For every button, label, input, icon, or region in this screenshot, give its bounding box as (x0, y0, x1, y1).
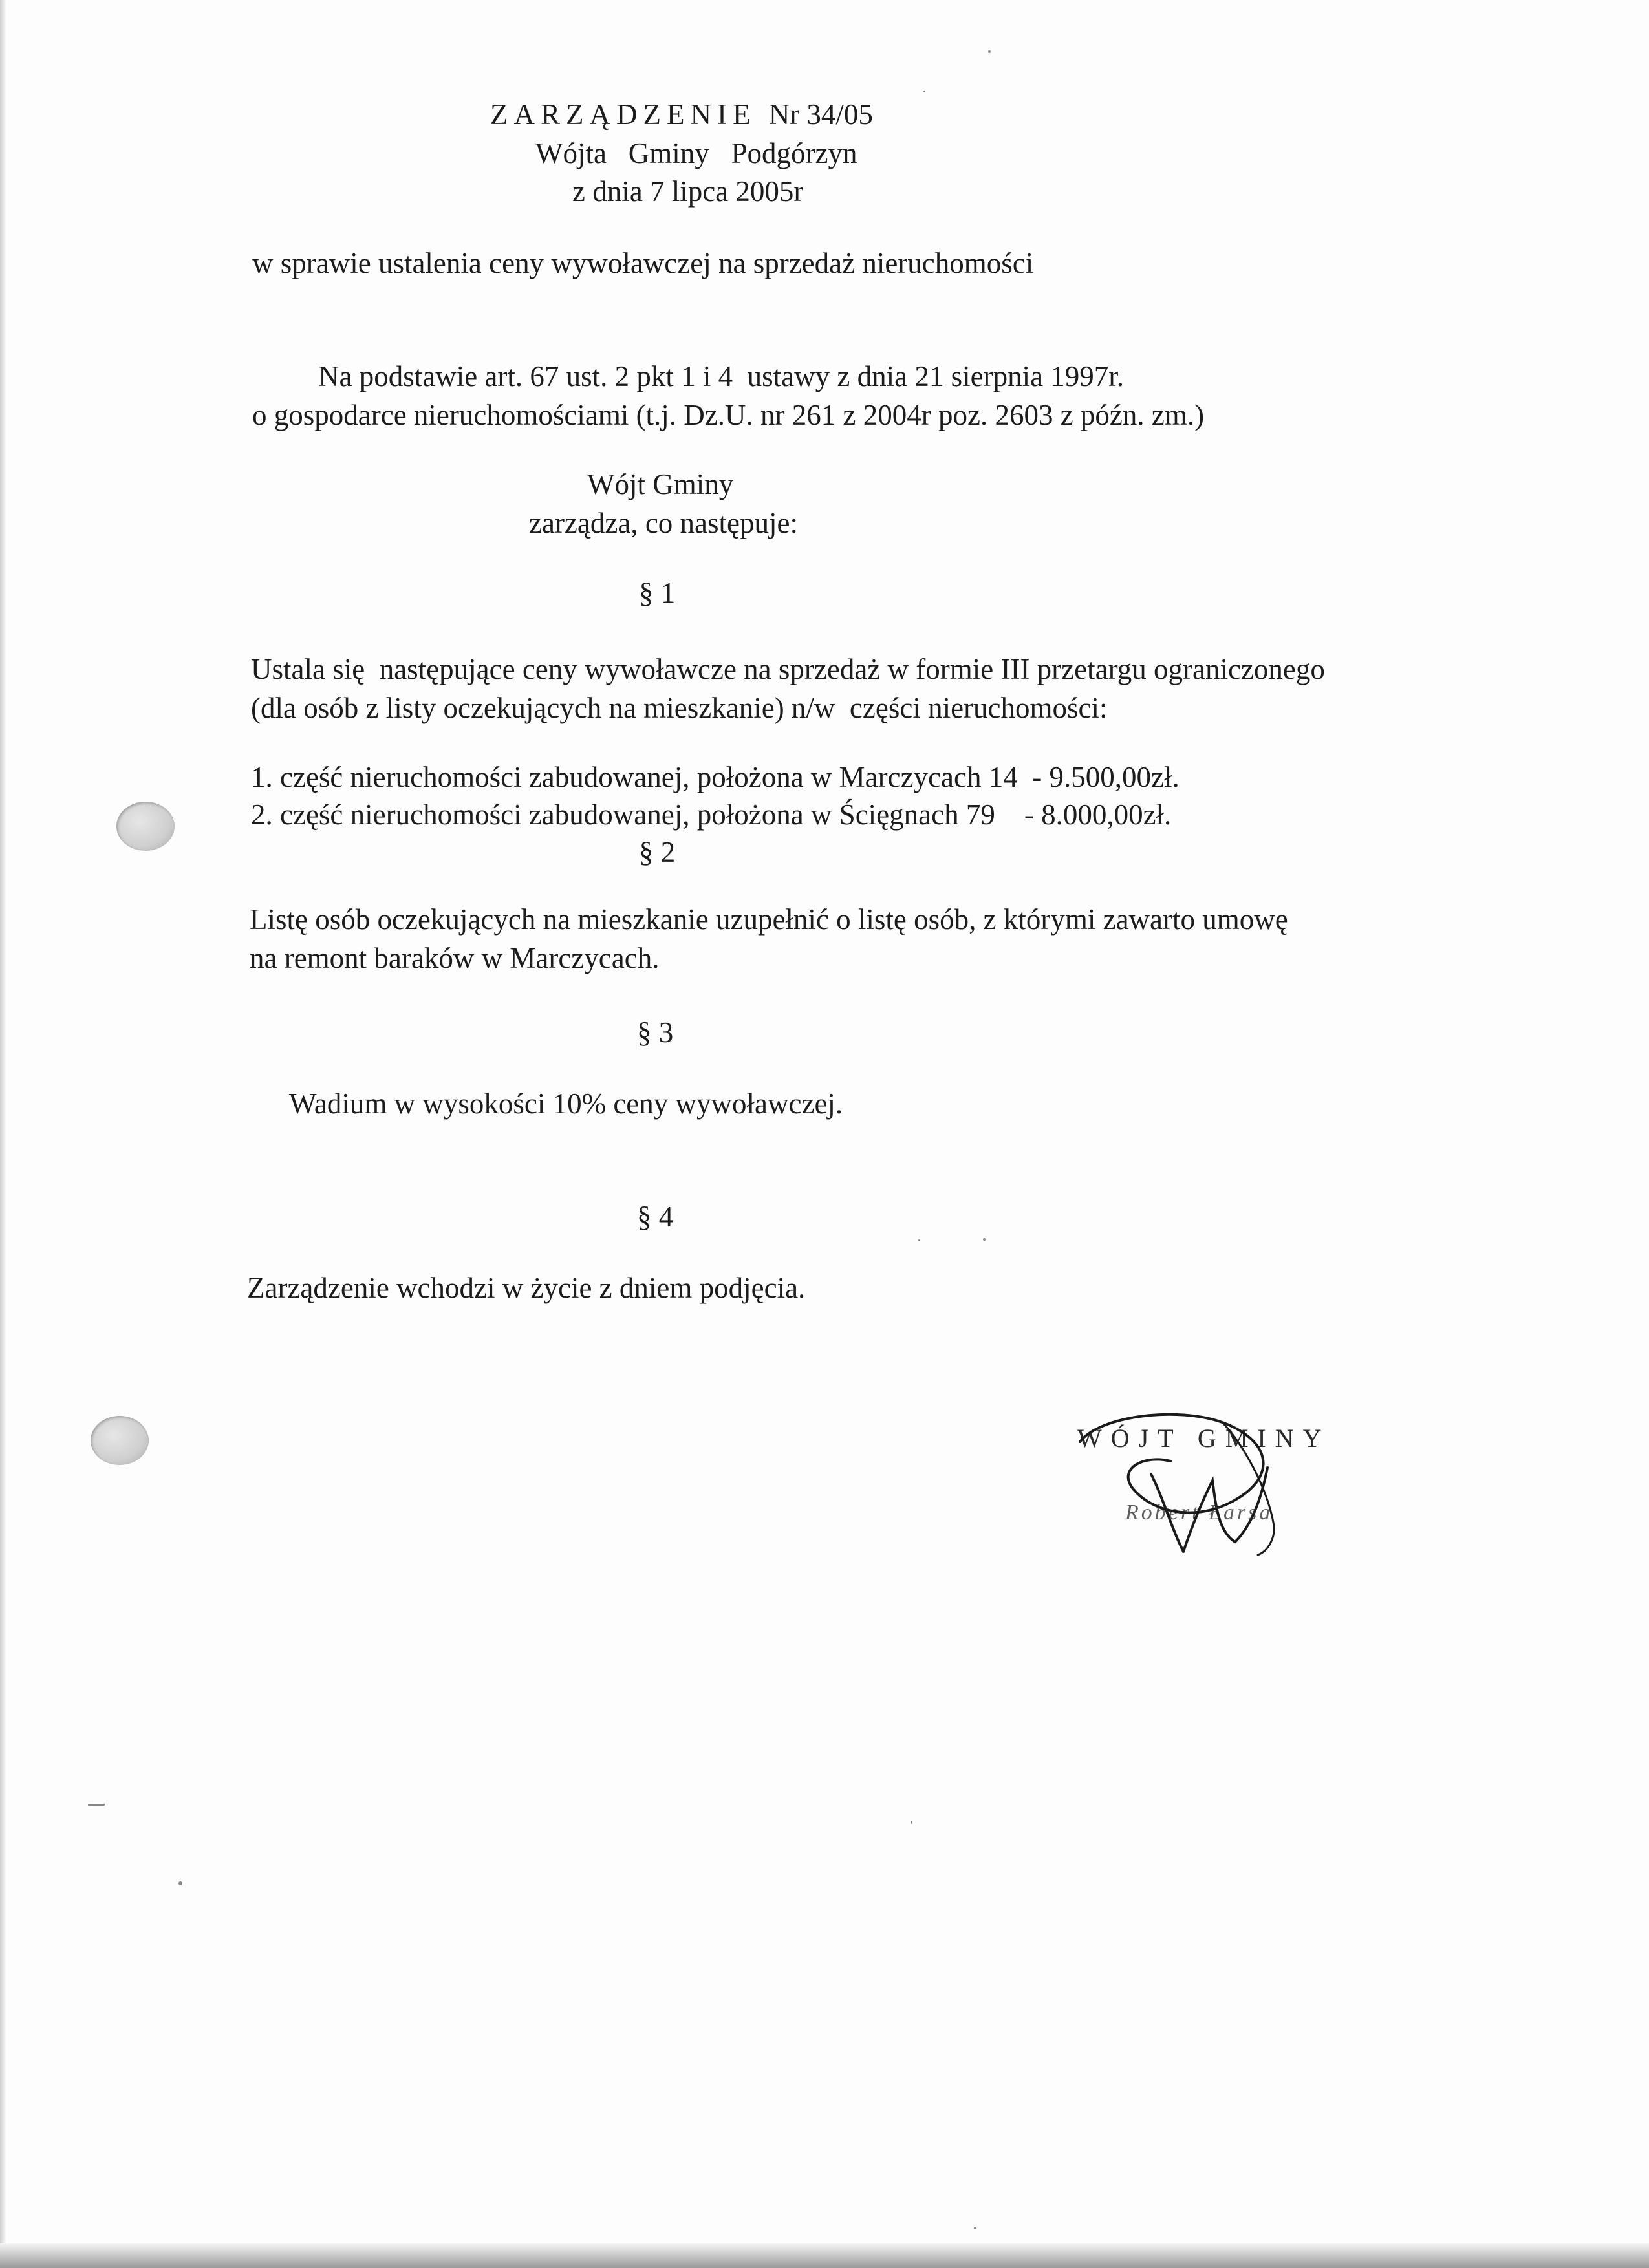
scan-speck (923, 91, 925, 92)
scan-speck (918, 1239, 920, 1241)
signature-stamp (1073, 1403, 1384, 1571)
signature-stamp-graphic (1073, 1403, 1384, 1571)
document-subject: w sprawie ustalenia ceny wywoławczej na sprzedaż nieruchomości (252, 247, 1034, 279)
scan-speck (88, 1804, 105, 1806)
section-1-paragraph-line-1: Ustala się następujące ceny wywoławcze na sprzedaż w formie III przetargu ograniczonego (251, 653, 1325, 685)
section-1-paragraph-line-2: (dla osób z listy oczekujących na mieszkanie) n/w części nieruchomości: (251, 692, 1108, 724)
document-date: z dnia 7 lipca 2005r (572, 175, 804, 208)
scan-speck (974, 2227, 976, 2229)
scan-speck (911, 1821, 912, 1824)
section-3-symbol: § 3 (637, 1016, 674, 1049)
punch-hole-bottom (91, 1416, 149, 1465)
document-title: ZARZĄDZENIE (490, 98, 757, 131)
section-1-symbol: § 1 (639, 577, 676, 609)
punch-hole-top (116, 802, 175, 851)
section-4-paragraph-line-1: Zarządzenie wchodzi w życie z dniem podjęcia. (247, 1272, 806, 1304)
document-number: Nr 34/05 (768, 98, 873, 131)
section-2-paragraph-line-1: Listę osób oczekujących na mieszkanie uzupełnić o listę osób, z którymi zawarto umowę (250, 903, 1288, 936)
section-1-item-1: 1. część nieruchomości zabudowanej, położona w Marczycach 14 - 9.500,00zł. (251, 761, 1180, 793)
section-1-item-2: 2. część nieruchomości zabudowanej, położona w Ścięgnach 79 - 8.000,00zł. (251, 798, 1172, 831)
section-3-paragraph-line-1: Wadium w wysokości 10% ceny wywoławczej. (289, 1087, 843, 1120)
stamp-name: Robert Łarsa (1125, 1501, 1273, 1524)
document-heading (490, 100, 873, 129)
legal-basis-line-1: Na podstawie art. 67 ust. 2 pkt 1 i 4 ustawy z dnia 21 sierpnia 1997r. (318, 360, 1125, 392)
section-2-symbol: § 2 (639, 836, 676, 868)
preamble-line-1: Wójt Gminy (587, 468, 734, 500)
preamble-line-2: zarządza, co następuje: (529, 507, 798, 539)
section-4-symbol: § 4 (637, 1201, 674, 1233)
document-issuer: Wójta Gminy Podgórzyn (535, 137, 857, 169)
scan-speck (983, 1238, 986, 1241)
section-2-paragraph-line-2: na remont baraków w Marczycach. (250, 942, 660, 974)
scan-shadow-bottom (0, 2243, 1649, 2268)
scan-speck (988, 50, 991, 53)
scan-shadow-left (0, 0, 6, 2268)
scan-speck (178, 1881, 182, 1885)
legal-basis-line-2: o gospodarce nieruchomościami (t.j. Dz.U. nr 261 z 2004r poz. 2603 z późn. zm.) (252, 399, 1205, 431)
stamp-title: WÓJT GMINY (1077, 1424, 1331, 1453)
